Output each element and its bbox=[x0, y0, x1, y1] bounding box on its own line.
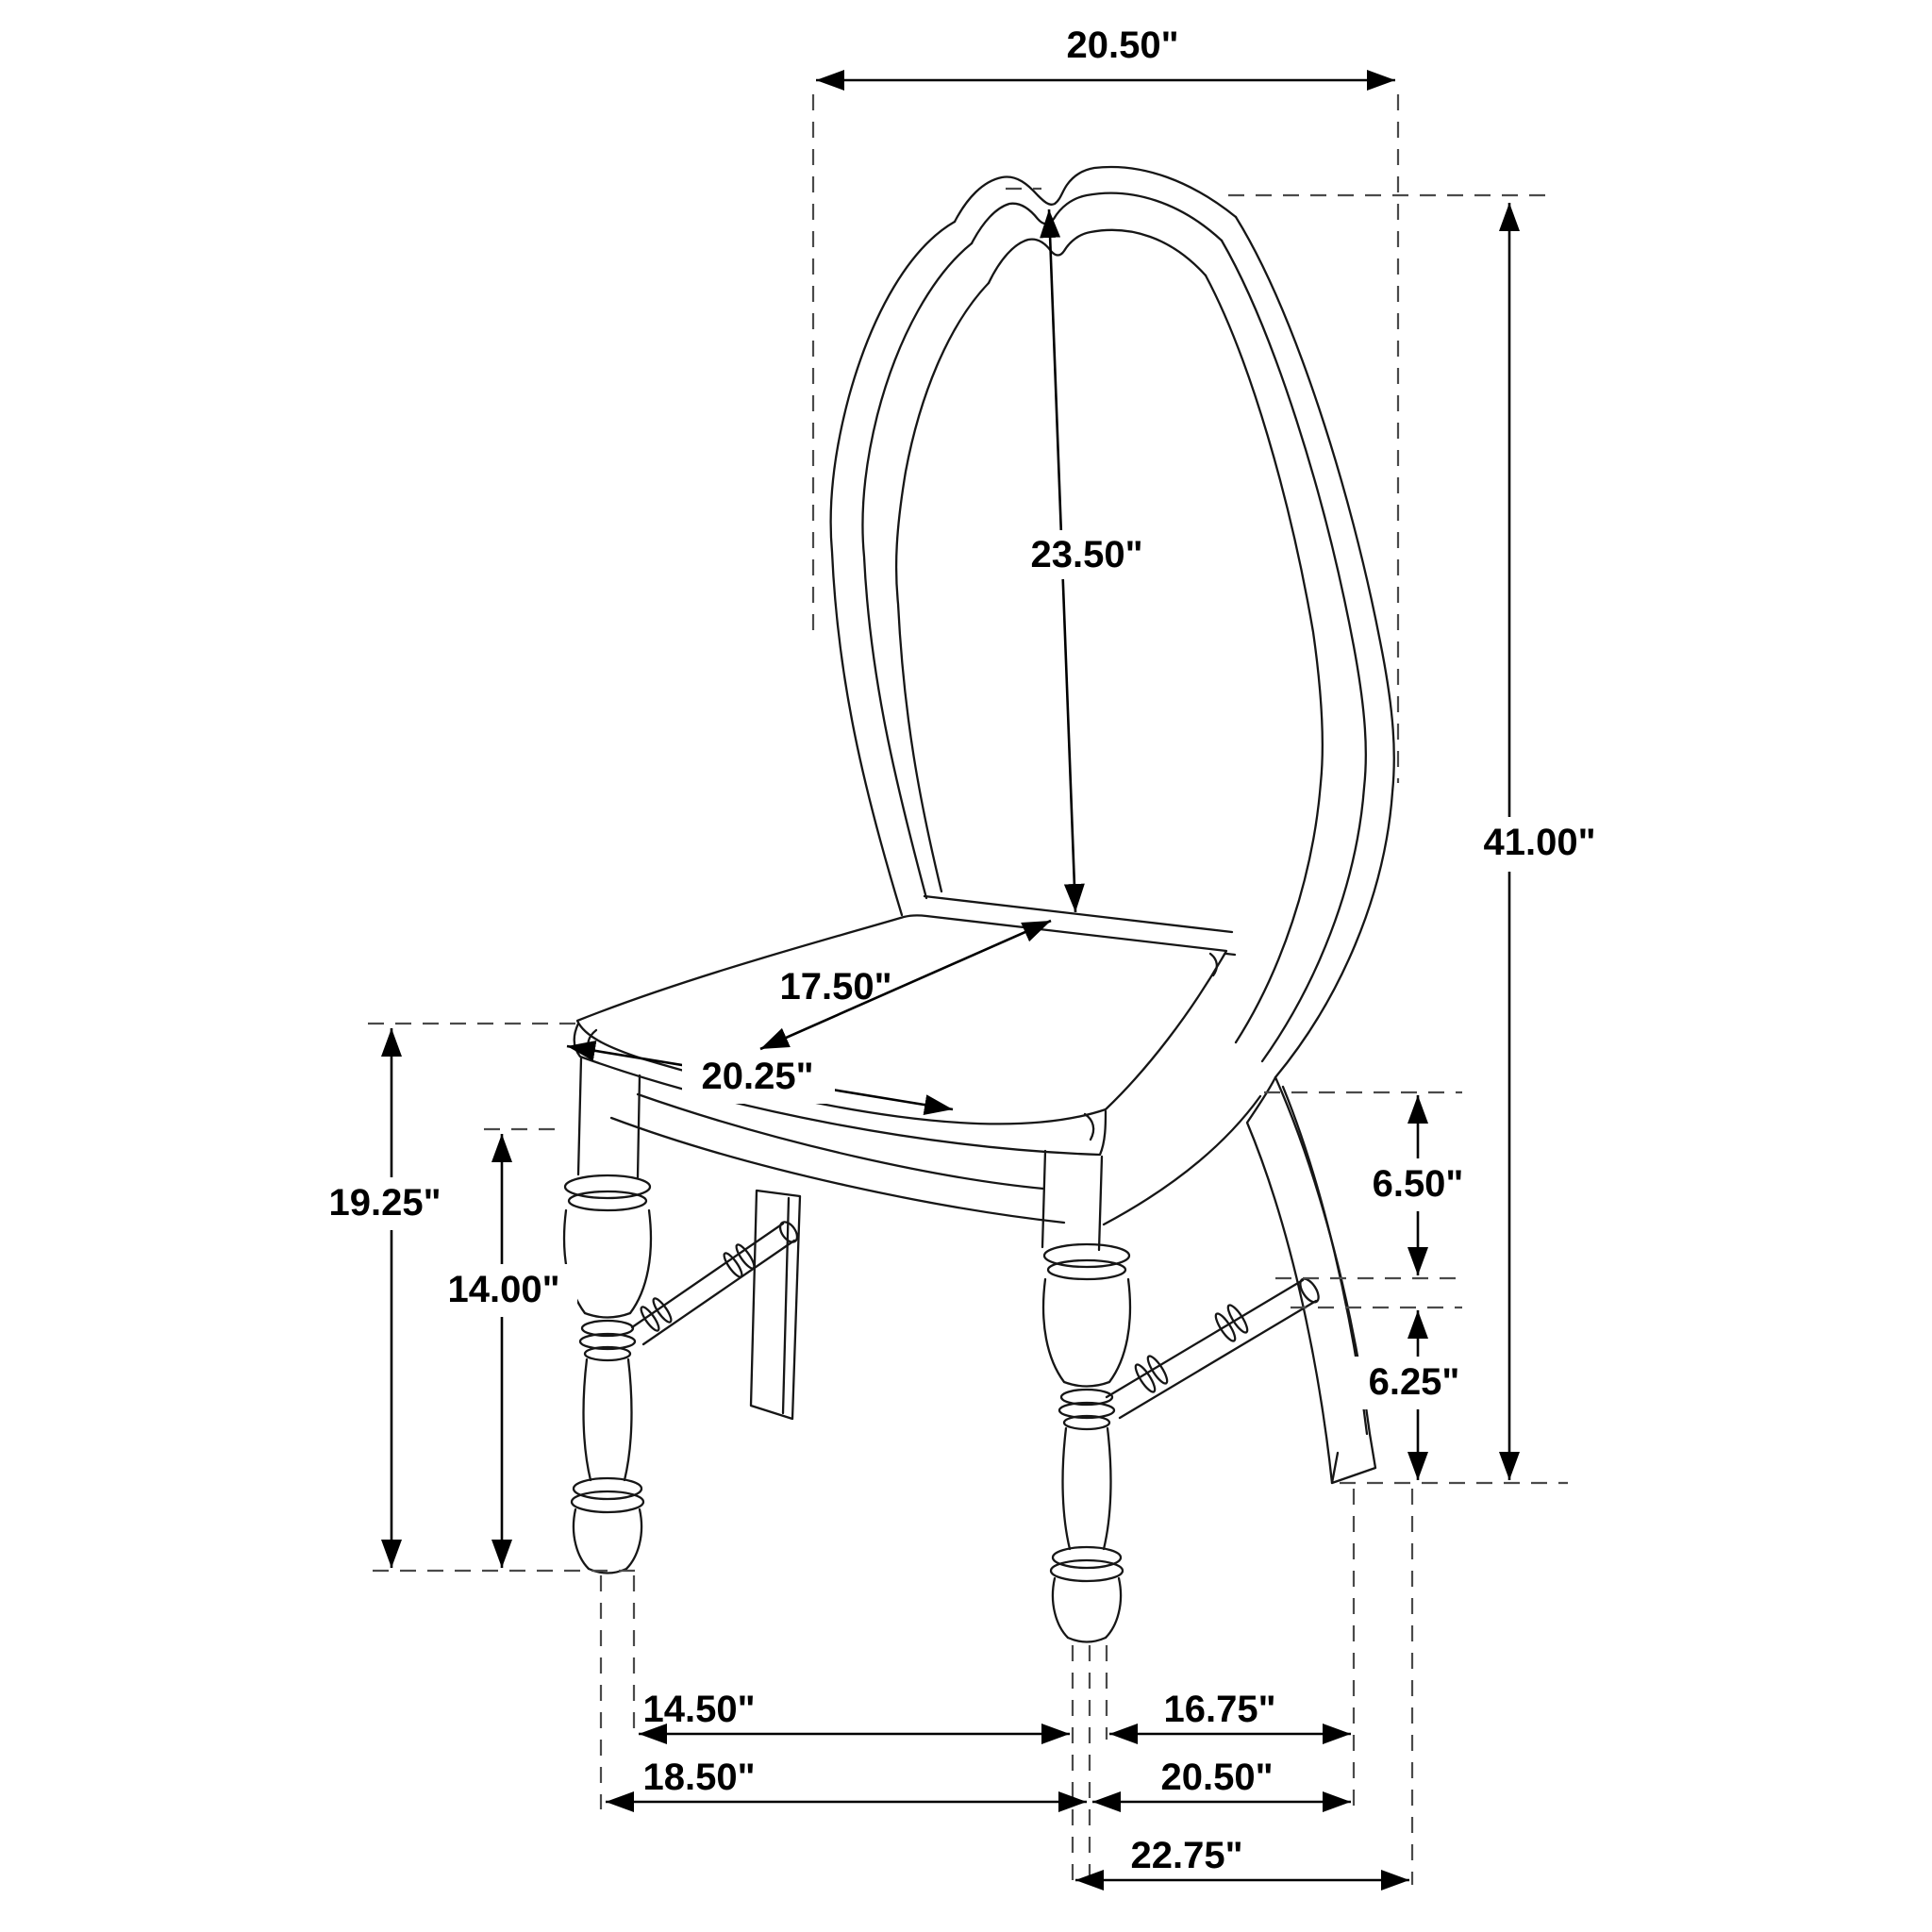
dim-front-to-back-inside bbox=[1109, 1689, 1351, 1734]
seat-corner-curl-front bbox=[1085, 1114, 1093, 1140]
front-right-leg-block bbox=[1042, 1151, 1102, 1250]
dim-front-to-back-outside-label: 20.50" bbox=[1160, 1757, 1274, 1798]
dim-back-width-top-label: 20.50" bbox=[1066, 25, 1179, 66]
dim-seat-to-stretcher-label: 6.50" bbox=[1372, 1163, 1464, 1205]
dim-back-width-top bbox=[816, 25, 1395, 80]
back-panel-crest bbox=[989, 230, 1206, 283]
back-panel-left bbox=[896, 283, 989, 891]
dim-overall-depth-label: 22.75" bbox=[1130, 1835, 1243, 1876]
seat-cushion-top bbox=[577, 915, 1226, 1124]
dim-overall-height-label: 41.00" bbox=[1483, 822, 1596, 863]
dim-front-legs-inside-label: 14.50" bbox=[642, 1689, 756, 1730]
dim-back-height bbox=[1017, 209, 1157, 912]
chair-drawing bbox=[564, 167, 1394, 1642]
right-side-stretcher bbox=[1107, 1275, 1322, 1418]
back-frame-outer-left bbox=[831, 222, 955, 915]
dim-front-to-back-inside-label: 16.75" bbox=[1163, 1689, 1276, 1730]
dim-seat-to-stretcher bbox=[1350, 1095, 1486, 1275]
dim-seat-depth-label: 17.50" bbox=[779, 966, 892, 1008]
front-left-leg-block bbox=[578, 1058, 640, 1177]
rear-right-leg bbox=[1247, 1077, 1375, 1483]
back-panel-right bbox=[1206, 275, 1323, 1042]
front-left-leg bbox=[564, 1175, 651, 1574]
dim-front-legs-inside bbox=[639, 1689, 1070, 1734]
dim-seat-height-label: 19.25" bbox=[328, 1182, 441, 1224]
dim-front-legs-outside bbox=[606, 1757, 1087, 1802]
dim-stretcher-to-floor-label: 6.25" bbox=[1368, 1361, 1460, 1403]
dim-overall-depth bbox=[1075, 1835, 1409, 1880]
dim-seat-width-label: 20.25" bbox=[701, 1056, 814, 1097]
dim-front-legs-outside-label: 18.50" bbox=[642, 1757, 756, 1798]
dim-overall-height bbox=[1464, 203, 1615, 1480]
dim-front-to-back-outside bbox=[1092, 1757, 1351, 1802]
front-right-leg bbox=[1043, 1244, 1130, 1642]
dim-back-height-label: 23.50" bbox=[1030, 534, 1143, 575]
back-crest-inner bbox=[972, 193, 1222, 243]
back-frame-inner-left bbox=[862, 243, 972, 898]
dim-front-leg-height-label: 14.00" bbox=[447, 1269, 560, 1310]
rear-left-leg bbox=[751, 1191, 800, 1419]
front-apron bbox=[611, 1118, 1064, 1223]
side-apron bbox=[1104, 1096, 1260, 1224]
